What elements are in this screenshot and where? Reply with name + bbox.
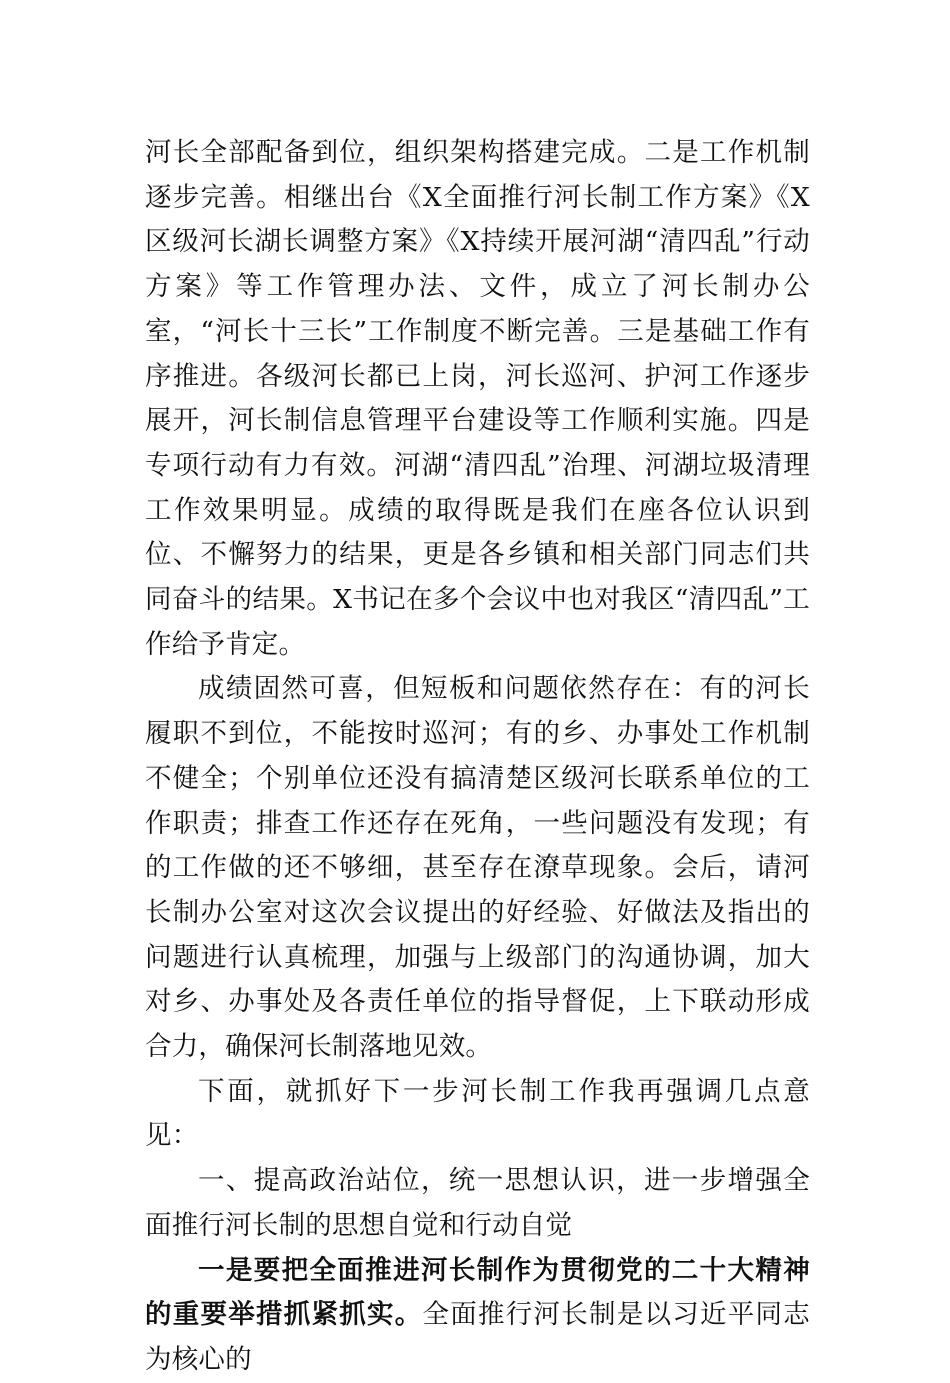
section-heading-1: 一、提高政治站位，统一思想认识，进一步增强全面推行河长制的思想自觉和行动自觉	[145, 1165, 810, 1241]
document-page	[145, 131, 810, 1383]
body-paragraph-4	[145, 1249, 810, 1383]
body-paragraph-2: 成绩固然可喜，但短板和问题依然存在：有的河长履职不到位，不能按时巡河；有的乡、办事处工作机制不健全；个别单位还没有搞清楚区级河长联系单位的工作职责；排查工作还存在死角，一些问题没有发现；有的工作做的还不够细，甚至存在潦草现象。会后，请河长制办公室对这次会议提出的好经验、好做法及指出的问题进行认真梳理，加强与上级部门的沟通协调，加大对乡、办事处及各责任单位的指导督促，上下联动形成合力，确保河长制落地见效。	[145, 673, 810, 1063]
body-paragraph-1: 河长全部配备到位，组织架构搭建完成。二是工作机制逐步完善。相继出台《X全面推行河长制工作方案》《X区级河长湖长调整方案》《X持续开展河湖“清四乱”行动方案》等工作管理办法、文件，成立了河长制办公室，“河长十三长”工作制度不断完善。三是基础工作有序推进。各级河长都已上岗，河长巡河、护河工作逐步展开，河长制信息管理平台建设等工作顺利实施。四是专项行动有力有效。河湖“清四乱”治理、河湖垃圾清理工作效果明显。成绩的取得既是我们在座各位认识到位、不懈努力的结果，更是各乡镇和相关部门同志们共同奋斗的结果。X书记在多个会议中也对我区“清四乱”工作给予肯定。	[145, 137, 810, 660]
body-paragraph-3: 下面，就抓好下一步河长制工作我再强调几点意见：	[145, 1075, 810, 1152]
paragraph-4-bold-lead: 一是要把全面推进河长制作为贯彻党的二十大精神的重要举措抓紧抓实。	[145, 1254, 810, 1331]
paragraph-4-text: 全面推行河长制是以习近平同志为核心的	[145, 1299, 811, 1375]
